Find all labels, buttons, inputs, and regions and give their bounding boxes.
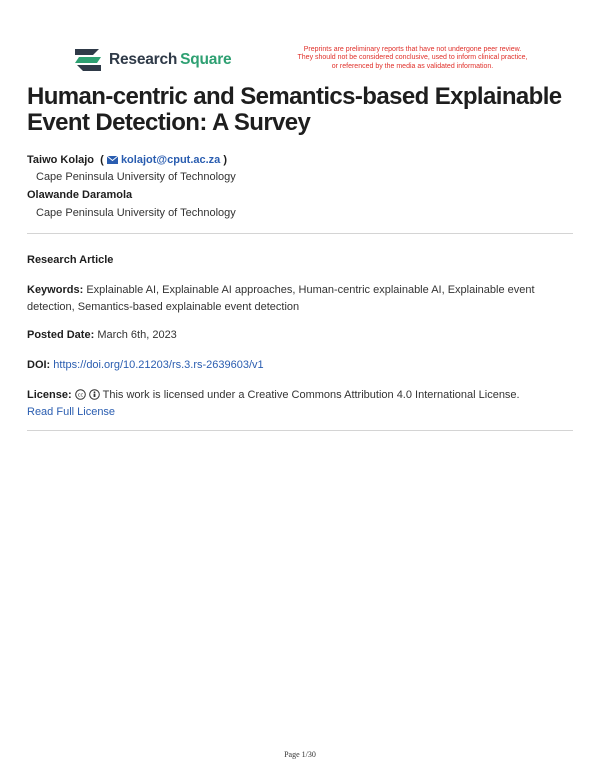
keywords [27,282,573,316]
author-name: Taiwo Kolajo ( kolajot@cput.ac.za ) [27,154,228,166]
author-2-name: Olawande Daramola [27,189,133,201]
posted-date-value: March 6th, 2023 [97,329,177,341]
article-type-label: Research Article [27,254,114,266]
doi-label: DOI: [27,359,51,371]
license-text: This work is licensed under a Creative Commons Attribution 4.0 International License. [102,389,520,401]
author-2-affiliation: Cape Peninsula University of Technology [36,207,236,219]
divider [27,430,573,431]
preprint-disclaimer [270,46,555,71]
disclaimer-line: They should not be considered conclusive, used to inform clinical practice, [297,54,528,62]
article-type [27,252,573,269]
disclaimer-line: Preprints are preliminary reports that have not undergone peer review. [303,46,522,53]
page-number: Page 1/30 [284,750,316,759]
disclaimer-line: or referenced by the media as validated information. [331,62,494,70]
posted-date-label: Posted Date: [27,329,95,341]
email-envelope-icon [107,156,118,164]
keywords-label: Keywords: [27,284,84,296]
brand-wordmark: Research Square [109,51,232,68]
doi-link[interactable]: https://doi.org/10.21203/rs.3.rs-2639603/v1 [53,359,264,371]
posted-date [27,327,573,344]
license-label: License: [27,389,72,401]
svg-text:cc: cc [77,392,83,399]
cc-icon [75,389,86,400]
attribution-icon [89,389,100,400]
author-1-affiliation: Cape Peninsula University of Technology [36,171,236,183]
research-square-logo-icon [73,47,103,73]
author-1-name: Taiwo Kolajo [27,154,95,166]
divider [27,233,573,234]
keywords-value: Explainable AI, Explainable AI approaches, Human-centric explainable AI, Explainable event detection, Semantics-based explainable event detection [27,284,535,313]
doi [27,357,573,374]
paper-title: Human-centric and Semantics-based Explainable Event Detection: A Survey [27,83,562,136]
read-full-license-link[interactable]: Read Full License [27,406,116,418]
license [27,387,573,421]
research-square-logo[interactable] [73,47,231,73]
author-1-email-link[interactable]: kolajot@cput.ac.za [120,154,221,166]
